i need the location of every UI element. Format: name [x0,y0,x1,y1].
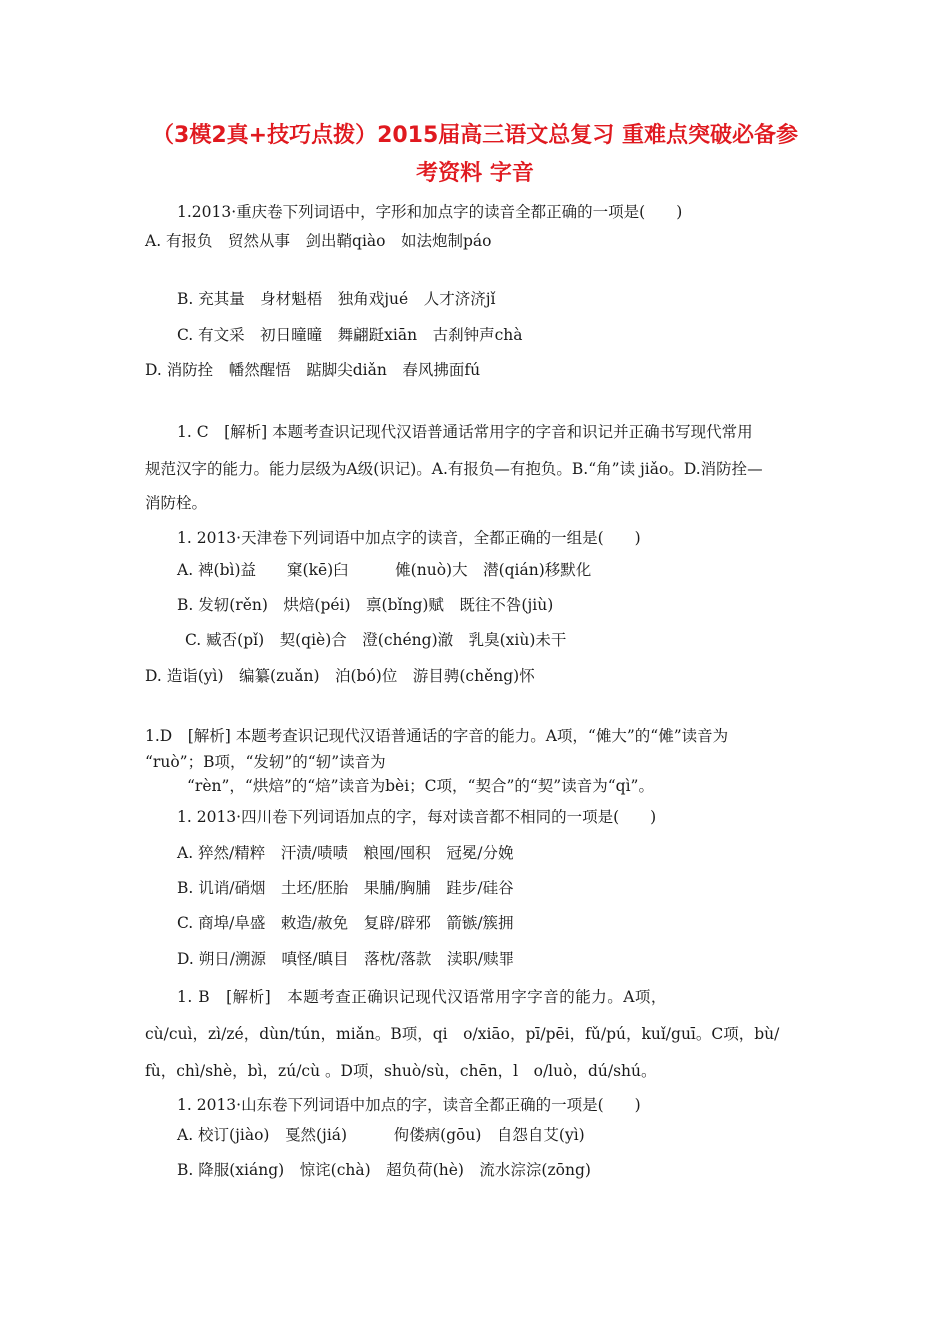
q2-option-a: A. 裨(bì)益 窠(kē)臼 傩(nuò)大 潜(qián)移默化 [177,561,592,579]
q1-answer-line-2: 规范汉字的能力。能力层级为A级(识记)。A.有报负—有抱负。B.“角”读 jiǎo。D.消防拴— [145,460,763,478]
document-title-line-2: 考资料 字音 [416,161,534,186]
q3-answer-line-1: 1. B [解析] 本题考查正确识记现代汉语常用字字音的能力。A项， [177,988,667,1006]
q1-option-c: C. 有文采 初日曈曈 舞翩跹xiān 古刹钟声chà [177,326,523,344]
q2-option-b: B. 发轫(rěn) 烘焙(péi) 禀(bǐng)赋 既往不咎(jiù) [177,596,554,614]
q4-stem: 1. 2013·山东卷下列词语中加点的字，读音全都正确的一项是( ) [177,1096,641,1114]
q1-stem: 1.2013·重庆卷下列词语中，字形和加点字的读音全都正确的一项是( ) [177,203,683,221]
q3-option-b: B. 讥诮/硝烟 土坯/胚胎 果脯/胸脯 跬步/硅谷 [177,879,514,897]
q3-answer-line-2: cù/cuì，zì/zé，dùn/tún，miǎn。B项，qi o/xiāo，pī/pēi，fǔ/pú，kuǐ/guī。C项，bù/ [145,1025,780,1043]
q1-answer-line-3: 消防栓。 [145,494,208,512]
q3-option-a: A. 猝然/精粹 汗渍/啧啧 粮囤/囤积 冠冕/分娩 [177,844,514,862]
q2-stem: 1. 2013·天津卷下列词语中加点字的读音，全都正确的一组是( ) [177,529,641,547]
q4-option-a: A. 校订(jiào) 戛然(jiá) 佝偻病(gōu) 自怨自艾(yì) [177,1126,585,1144]
q2-answer-line-1: 1.D [解析] 本题考查识记现代汉语普通话的字音的能力。A项，“傩大”的“傩”读音为 [145,727,729,745]
q1-option-d: D. 消防拴 幡然醒悟 踮脚尖diǎn 春风拂面fú [145,361,481,379]
q3-answer-line-3: fù，chì/shè，bì，zú/cù 。D项，shuò/sù，chēn，l o/luò，dú/shú。 [145,1062,657,1080]
q1-option-b: B. 充其量 身材魁梧 独角戏jué 人才济济jǐ [177,290,496,308]
document-title-line-1: （3模2真+技巧点拨）2015届高三语文总复习 重难点突破必备参 [152,123,798,148]
q3-stem: 1. 2013·四川卷下列词语加点的字，每对读音都不相同的一项是( ) [177,808,657,826]
q2-answer-line-3: “rèn”，“烘焙”的“焙”读音为bèi；C项，“契合”的“契”读音为“qì”。 [187,777,654,795]
q2-answer-line-2: “ruò”；B项，“发轫”的“轫”读音为 [145,753,386,771]
q3-option-d: D. 朔日/溯源 嗔怪/瞋目 落枕/落款 渎职/赎罪 [177,950,515,968]
q2-option-d: D. 造诣(yì) 编纂(zuǎn) 泊(bó)位 游目骋(chěng)怀 [145,667,535,685]
q3-option-c: C. 商埠/阜盛 敕造/赦免 复辟/辟邪 箭镞/簇拥 [177,914,514,932]
q1-option-a: A. 有报负 贸然从事 剑出鞘qiào 如法炮制páo [145,232,492,250]
q2-option-c: C. 臧否(pǐ) 契(qiè)合 澄(chéng)澈 乳臭(xiù)未干 [185,631,567,649]
q1-answer-line-1: 1. C [解析] 本题考查识记现代汉语普通话常用字的字音和识记并正确书写现代常用 [177,423,753,441]
q4-option-b: B. 降服(xiáng) 惊诧(chà) 超负荷(hè) 流水淙淙(zōng) [177,1161,591,1179]
